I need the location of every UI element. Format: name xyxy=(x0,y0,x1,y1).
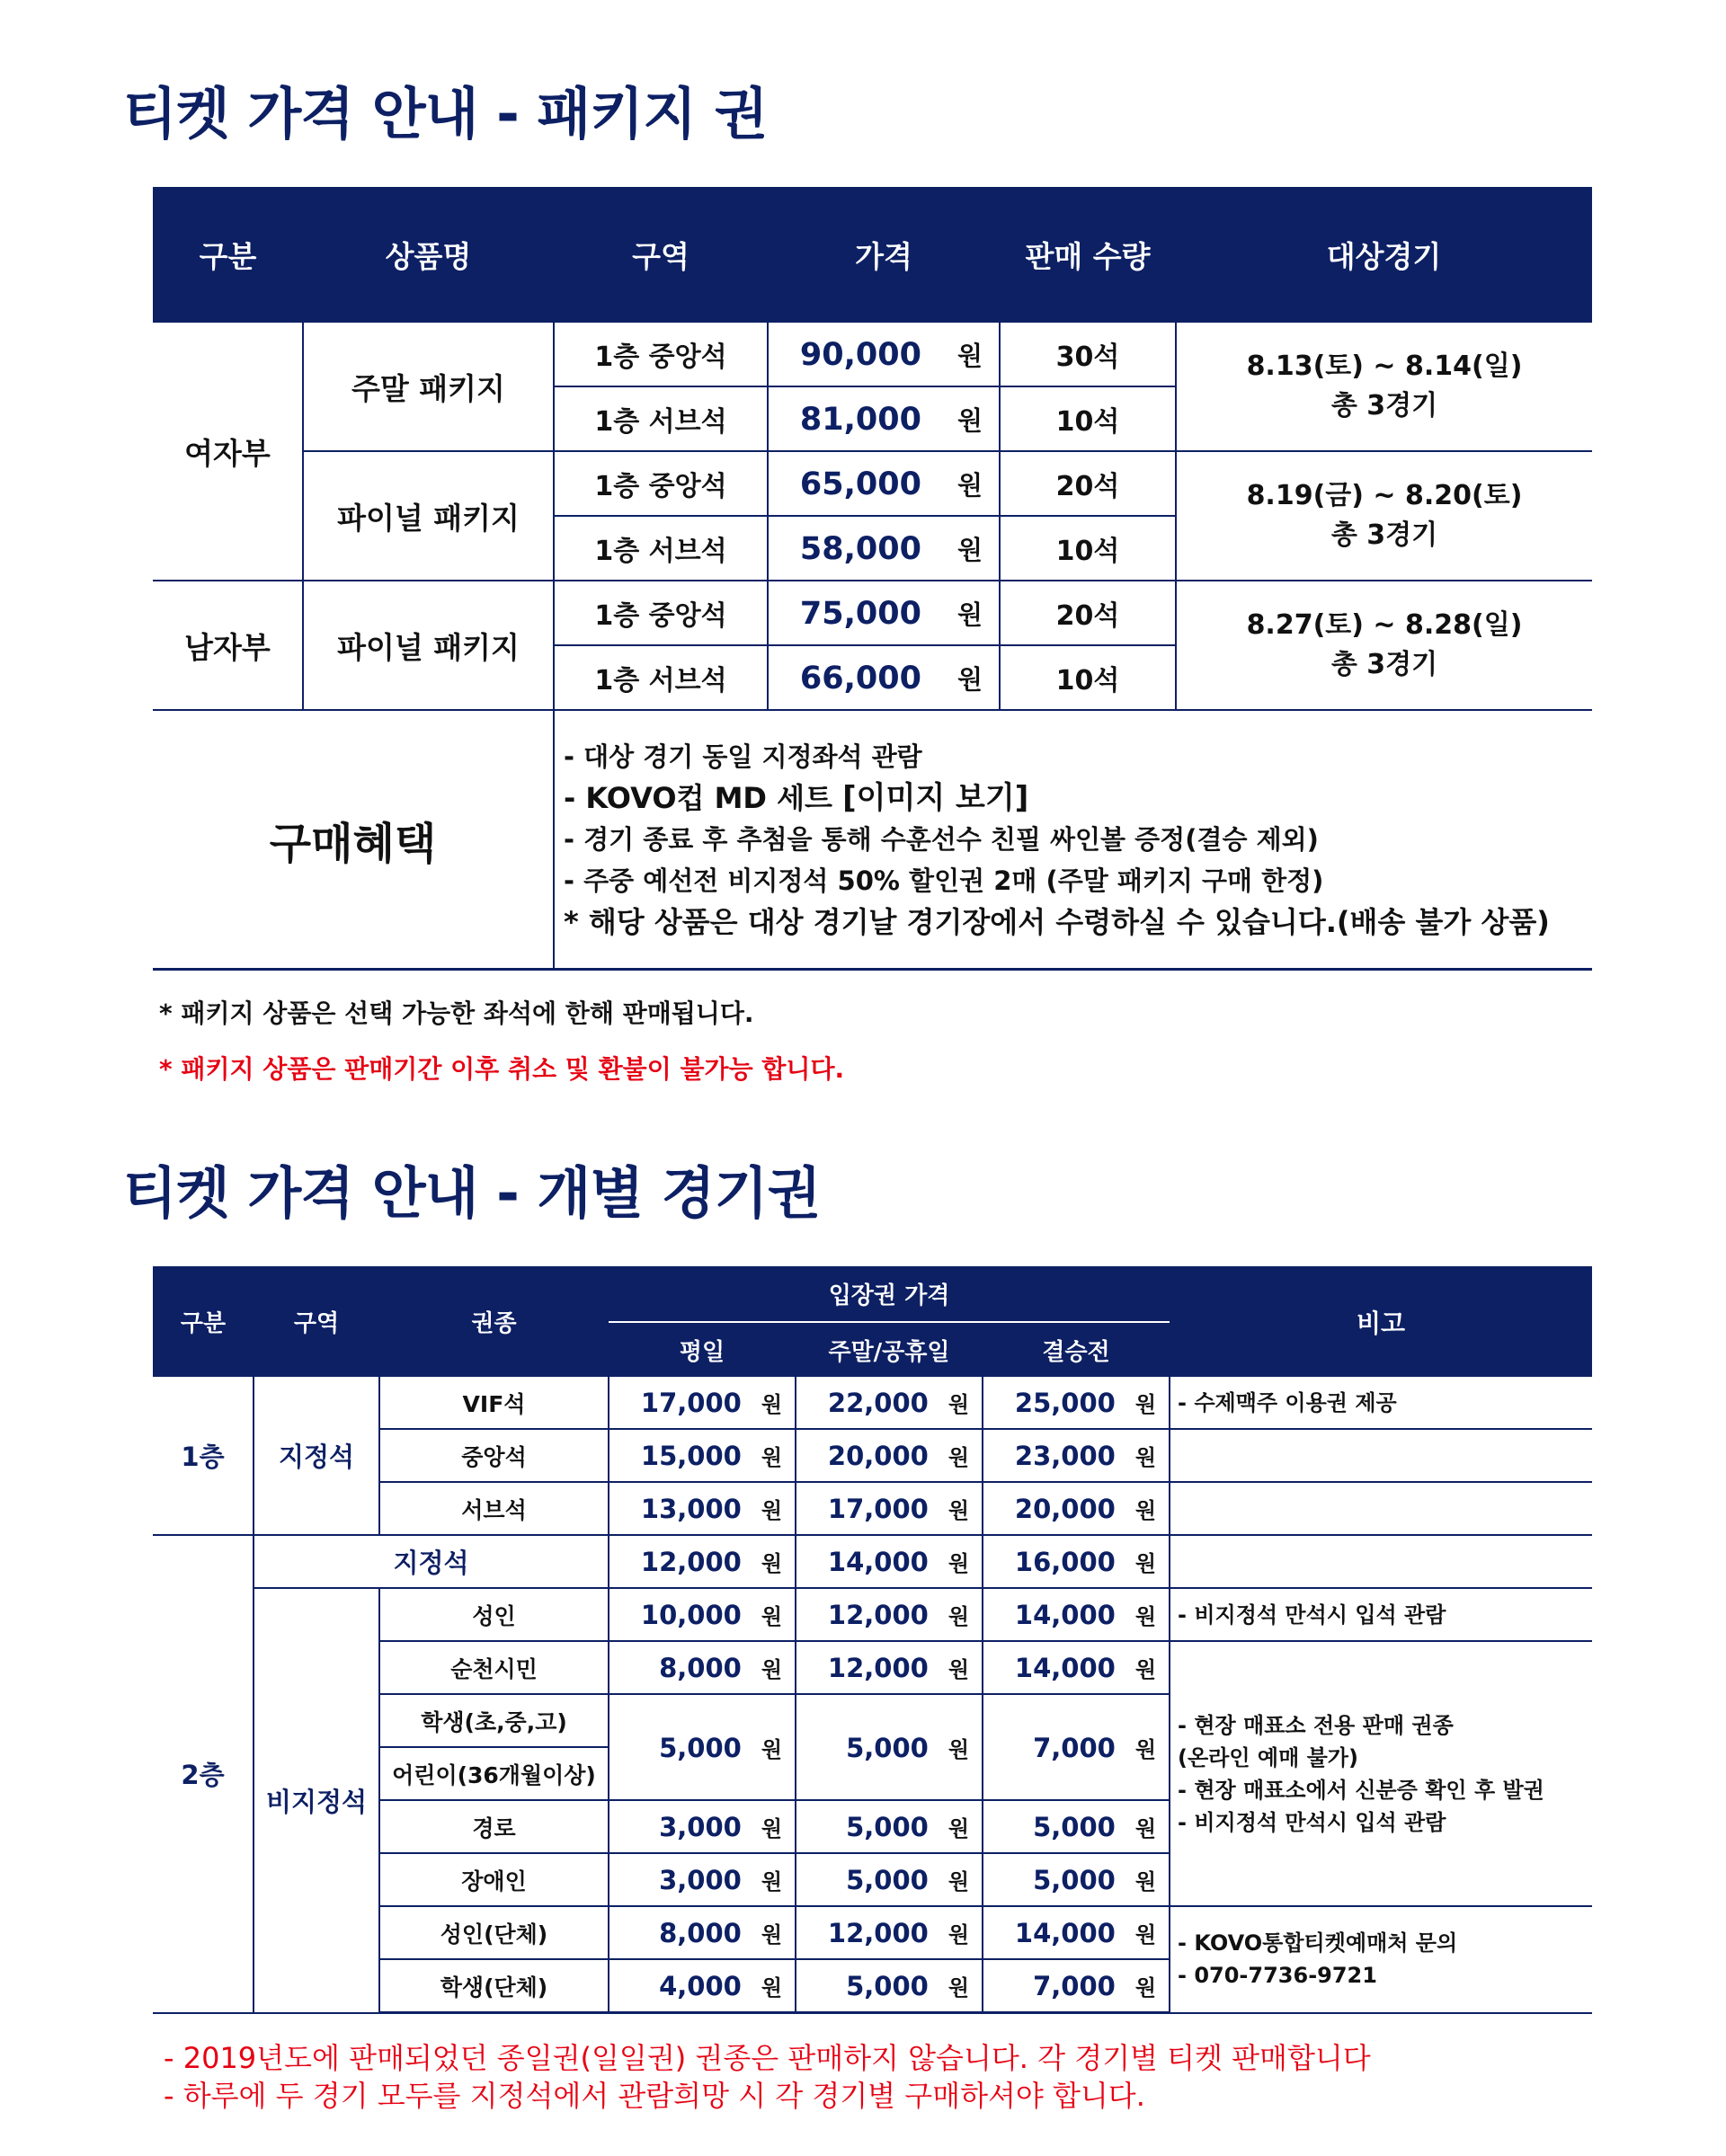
price-value: 8,000 xyxy=(659,1918,742,1948)
price-final xyxy=(983,1482,1170,1535)
individual-section-title: 티켓 가격 안내 - 개별 경기권 xyxy=(123,1160,821,1226)
individual-price-table xyxy=(153,1266,1592,2014)
price-value: 65,000 xyxy=(799,466,921,502)
price-value: 12,000 xyxy=(827,1653,929,1683)
header-weekday: 평일 xyxy=(609,1322,796,1377)
target-games-cell xyxy=(1176,451,1592,581)
won-unit: 원 xyxy=(948,1657,969,1682)
price-value: 20,000 xyxy=(827,1441,929,1471)
won-unit: 원 xyxy=(948,1736,969,1762)
price-weekday xyxy=(609,1535,796,1588)
price-value: 81,000 xyxy=(799,401,921,438)
price-final xyxy=(983,1959,1170,2013)
price-value: 17,000 xyxy=(827,1494,929,1524)
won-unit: 원 xyxy=(948,1392,969,1417)
won-unit: 원 xyxy=(1134,1604,1157,1629)
price-value: 5,000 xyxy=(1033,1812,1116,1842)
price-cell xyxy=(768,323,1000,386)
price-value: 14,000 xyxy=(1014,1600,1116,1630)
package-price-table xyxy=(153,187,1592,971)
header-target-games: 대상경기 xyxy=(1176,187,1592,323)
package-section-title: 티켓 가격 안내 - 패키지 권 xyxy=(123,81,768,146)
zone-reserved: 지정석 xyxy=(254,1377,379,1535)
won-unit: 원 xyxy=(948,1975,969,2001)
table-row xyxy=(153,451,1592,516)
remark-phone: - 070-7736-9721 xyxy=(1178,1963,1377,1989)
benefit-item: - 경기 종료 후 추첨을 통해 수훈선수 친필 싸인볼 증정(결승 제외) xyxy=(564,824,1319,855)
price-final xyxy=(983,1535,1170,1588)
remark-line: - 현장 매표소에서 신분증 확인 후 발권 xyxy=(1178,1777,1544,1803)
price-value: 13,000 xyxy=(640,1494,742,1524)
price-weekend xyxy=(796,1535,983,1588)
table-row xyxy=(153,1377,1592,1429)
price-value: 15,000 xyxy=(640,1441,742,1471)
won-unit: 원 xyxy=(761,1869,782,1894)
price-value: 16,000 xyxy=(1014,1547,1116,1577)
price-weekend xyxy=(796,1800,983,1853)
quantity-cell: 30석 xyxy=(1000,323,1176,386)
price-weekday xyxy=(609,1641,796,1694)
game-dates: 8.19(금) ~ 8.20(토) xyxy=(1246,480,1523,511)
table-row xyxy=(153,1535,1592,1588)
won-unit: 원 xyxy=(948,1816,969,1841)
won-unit: 원 xyxy=(956,469,983,501)
header-remark: 비고 xyxy=(1170,1266,1592,1377)
won-unit: 원 xyxy=(1134,1392,1157,1417)
zone-cell: 1층 중앙석 xyxy=(554,581,768,645)
price-cell xyxy=(768,516,1000,581)
price-value: 75,000 xyxy=(799,595,921,632)
price-weekend xyxy=(796,1853,983,1906)
price-value: 5,000 xyxy=(846,1865,929,1895)
price-value: 5,000 xyxy=(846,1812,929,1842)
won-unit: 원 xyxy=(761,1604,782,1629)
header-category: 구분 xyxy=(153,187,303,323)
won-unit: 원 xyxy=(1134,1657,1157,1682)
price-weekday xyxy=(609,1906,796,1959)
price-weekend xyxy=(796,1377,983,1429)
remark-line: - 수제맥주 이용권 제공 xyxy=(1178,1389,1397,1415)
benefit-title: 구매혜택 xyxy=(153,710,554,970)
quantity-cell: 10석 xyxy=(1000,386,1176,451)
price-value: 12,000 xyxy=(640,1547,742,1577)
header-ticket-type: 권종 xyxy=(379,1266,609,1377)
zone-unreserved: 비지정석 xyxy=(254,1588,379,2013)
header-quantity: 판매 수량 xyxy=(1000,187,1176,323)
header-admission-price: 입장권 가격 xyxy=(609,1266,1170,1322)
price-value: 14,000 xyxy=(1014,1918,1116,1948)
header-zone: 구역 xyxy=(554,187,768,323)
price-value: 23,000 xyxy=(1014,1441,1116,1471)
game-count: 총 3경기 xyxy=(1330,390,1438,421)
won-unit: 원 xyxy=(948,1922,969,1947)
ticket-type: 서브석 xyxy=(379,1482,609,1535)
benefit-list xyxy=(554,710,1592,970)
price-weekday xyxy=(609,1853,796,1906)
ticket-type: 성인 xyxy=(379,1588,609,1641)
ticket-type: VIF석 xyxy=(379,1377,609,1429)
price-final xyxy=(983,1694,1170,1800)
price-value: 58,000 xyxy=(799,530,921,567)
price-value: 22,000 xyxy=(827,1388,929,1418)
price-value: 10,000 xyxy=(640,1600,742,1630)
remark-cell-onsite xyxy=(1170,1641,1592,1906)
package-refund-warning: * 패키지 상품은 판매기간 이후 취소 및 환불이 불가능 합니다. xyxy=(159,1054,845,1084)
package-table-header xyxy=(153,187,1592,323)
zone-cell: 1층 서브석 xyxy=(554,386,768,451)
won-unit: 원 xyxy=(948,1498,969,1523)
price-weekday xyxy=(609,1377,796,1429)
table-row xyxy=(153,581,1592,645)
category-men: 남자부 xyxy=(153,581,303,710)
remark-line: - 현장 매표소 전용 판매 권종 xyxy=(1178,1712,1454,1738)
benefit-md-text: - KOVO컵 MD 세트 xyxy=(564,781,843,815)
won-unit: 원 xyxy=(1134,1975,1157,2001)
price-weekday xyxy=(609,1482,796,1535)
price-value: 3,000 xyxy=(659,1865,742,1895)
price-value: 20,000 xyxy=(1014,1494,1116,1524)
header-category: 구분 xyxy=(153,1266,254,1377)
price-value: 7,000 xyxy=(1033,1971,1116,2001)
won-unit: 원 xyxy=(761,1736,782,1762)
won-unit: 원 xyxy=(761,1498,782,1523)
price-value: 25,000 xyxy=(1014,1388,1116,1418)
remark-cell xyxy=(1170,1588,1592,1641)
price-final xyxy=(983,1800,1170,1853)
price-weekend xyxy=(796,1482,983,1535)
won-unit: 원 xyxy=(948,1869,969,1894)
won-unit: 원 xyxy=(1134,1498,1157,1523)
target-games-cell xyxy=(1176,581,1592,710)
won-unit: 원 xyxy=(956,663,983,695)
product-weekend-package: 주말 패키지 xyxy=(303,323,554,451)
day-pass-notice: - 2019년도에 판매되었던 종일권(일일권) 권종은 판매하지 않습니다. 각 경기별 티켓 판매합니다 xyxy=(164,2041,1371,2075)
header-zone: 구역 xyxy=(254,1266,379,1377)
remark-line: - KOVO통합티켓예매처 문의 xyxy=(1178,1930,1458,1956)
ticket-type: 순천시민 xyxy=(379,1641,609,1694)
won-unit: 원 xyxy=(956,599,983,630)
price-value: 5,000 xyxy=(846,1971,929,2001)
price-final xyxy=(983,1906,1170,1959)
won-unit: 원 xyxy=(761,1816,782,1841)
price-value: 5,000 xyxy=(1033,1865,1116,1895)
ticket-type: 중앙석 xyxy=(379,1429,609,1482)
price-final xyxy=(983,1641,1170,1694)
header-price: 가격 xyxy=(768,187,1000,323)
price-weekday xyxy=(609,1588,796,1641)
benefit-item: - 주중 예선전 비지정석 50% 할인권 2매 (주말 패키지 구매 한정) xyxy=(564,865,1324,896)
price-value: 7,000 xyxy=(1033,1732,1116,1763)
price-value: 8,000 xyxy=(659,1653,742,1683)
won-unit: 원 xyxy=(956,404,983,436)
package-seat-note: * 패키지 상품은 선택 가능한 좌석에 한해 판매됩니다. xyxy=(159,998,754,1028)
game-count: 총 3경기 xyxy=(1330,519,1438,551)
won-unit: 원 xyxy=(761,1551,782,1576)
remark-cell xyxy=(1170,1482,1592,1535)
zone-cell: 1층 서브석 xyxy=(554,516,768,581)
price-weekend xyxy=(796,1959,983,2013)
won-unit: 원 xyxy=(1134,1816,1157,1841)
price-weekday xyxy=(609,1429,796,1482)
zone-cell: 1층 서브석 xyxy=(554,645,768,710)
won-unit: 원 xyxy=(761,1445,782,1470)
price-value: 90,000 xyxy=(799,336,921,373)
zone-cell: 1층 중앙석 xyxy=(554,451,768,516)
price-cell xyxy=(768,581,1000,645)
remark-cell xyxy=(1170,1535,1592,1588)
benefit-row xyxy=(153,710,1592,970)
price-weekend xyxy=(796,1429,983,1482)
price-value: 14,000 xyxy=(827,1547,929,1577)
header-product: 상품명 xyxy=(303,187,554,323)
ticket-type: 학생(초,중,고) xyxy=(379,1694,609,1747)
remark-line: - 비지정석 만석시 입석 관람 xyxy=(1178,1601,1446,1628)
target-games-cell xyxy=(1176,323,1592,451)
game-dates: 8.27(토) ~ 8.28(일) xyxy=(1246,609,1523,641)
price-final xyxy=(983,1853,1170,1906)
header-final: 결승전 xyxy=(983,1322,1170,1377)
price-cell xyxy=(768,645,1000,710)
won-unit: 원 xyxy=(761,1922,782,1947)
header-weekend: 주말/공휴일 xyxy=(796,1322,983,1377)
price-cell xyxy=(768,451,1000,516)
price-value: 4,000 xyxy=(659,1971,742,2001)
individual-table-header xyxy=(153,1266,1592,1322)
table-row xyxy=(153,1588,1592,1641)
floor-1: 1층 xyxy=(153,1377,254,1535)
won-unit: 원 xyxy=(1134,1551,1157,1576)
won-unit: 원 xyxy=(1134,1445,1157,1470)
price-final xyxy=(983,1429,1170,1482)
won-unit: 원 xyxy=(761,1392,782,1417)
remark-line: - 비지정석 만석시 입석 관람 xyxy=(1178,1809,1446,1835)
view-image-link[interactable]: [이미지 보기] xyxy=(842,780,1029,816)
price-weekend xyxy=(796,1694,983,1800)
zone-reserved-2f: 지정석 xyxy=(254,1535,609,1588)
ticket-type: 장애인 xyxy=(379,1853,609,1906)
price-weekend xyxy=(796,1588,983,1641)
price-value: 5,000 xyxy=(846,1732,929,1763)
won-unit: 원 xyxy=(956,534,983,565)
won-unit: 원 xyxy=(948,1604,969,1629)
won-unit: 원 xyxy=(761,1657,782,1682)
quantity-cell: 10석 xyxy=(1000,645,1176,710)
won-unit: 원 xyxy=(761,1975,782,2001)
category-women: 여자부 xyxy=(153,323,303,581)
price-weekday xyxy=(609,1694,796,1800)
won-unit: 원 xyxy=(1134,1869,1157,1894)
ticket-type: 성인(단체) xyxy=(379,1906,609,1959)
floor-2: 2층 xyxy=(153,1535,254,2013)
remark-line: (온라인 예매 불가) xyxy=(1178,1744,1358,1770)
won-unit: 원 xyxy=(948,1445,969,1470)
price-weekend xyxy=(796,1906,983,1959)
benefit-item: - 대상 경기 동일 지정좌석 관람 xyxy=(564,741,922,772)
table-row xyxy=(153,323,1592,386)
price-value: 12,000 xyxy=(827,1918,929,1948)
benefit-pickup-note: * 해당 상품은 대상 경기날 경기장에서 수령하실 수 있습니다.(배송 불가 상품) xyxy=(564,905,1550,939)
quantity-cell: 20석 xyxy=(1000,581,1176,645)
price-value: 3,000 xyxy=(659,1812,742,1842)
won-unit: 원 xyxy=(948,1551,969,1576)
price-weekday xyxy=(609,1800,796,1853)
price-value: 17,000 xyxy=(640,1388,742,1418)
remark-cell-group xyxy=(1170,1906,1592,2013)
price-value: 12,000 xyxy=(827,1600,929,1630)
price-value: 66,000 xyxy=(799,660,921,696)
ticket-type: 경로 xyxy=(379,1800,609,1853)
quantity-cell: 10석 xyxy=(1000,516,1176,581)
price-cell xyxy=(768,386,1000,451)
price-weekday xyxy=(609,1959,796,2013)
ticket-type: 어린이(36개월이상) xyxy=(379,1747,609,1800)
price-value: 14,000 xyxy=(1014,1653,1116,1683)
won-unit: 원 xyxy=(1134,1736,1157,1762)
double-game-notice: - 하루에 두 경기 모두를 지정석에서 관람희망 시 각 경기별 구매하셔야 합니다. xyxy=(164,2079,1145,2113)
price-final xyxy=(983,1377,1170,1429)
price-weekend xyxy=(796,1641,983,1694)
price-value: 5,000 xyxy=(659,1732,742,1763)
ticket-type: 학생(단체) xyxy=(379,1959,609,2013)
remark-cell xyxy=(1170,1429,1592,1482)
won-unit: 원 xyxy=(1134,1922,1157,1947)
price-final xyxy=(983,1588,1170,1641)
remark-cell xyxy=(1170,1377,1592,1429)
product-final-package: 파이널 패키지 xyxy=(303,451,554,581)
product-final-package: 파이널 패키지 xyxy=(303,581,554,710)
won-unit: 원 xyxy=(956,340,983,371)
game-count: 총 3경기 xyxy=(1330,649,1438,680)
quantity-cell: 20석 xyxy=(1000,451,1176,516)
game-dates: 8.13(토) ~ 8.14(일) xyxy=(1246,350,1523,382)
benefit-item-md-set xyxy=(564,777,1592,819)
zone-cell: 1층 중앙석 xyxy=(554,323,768,386)
